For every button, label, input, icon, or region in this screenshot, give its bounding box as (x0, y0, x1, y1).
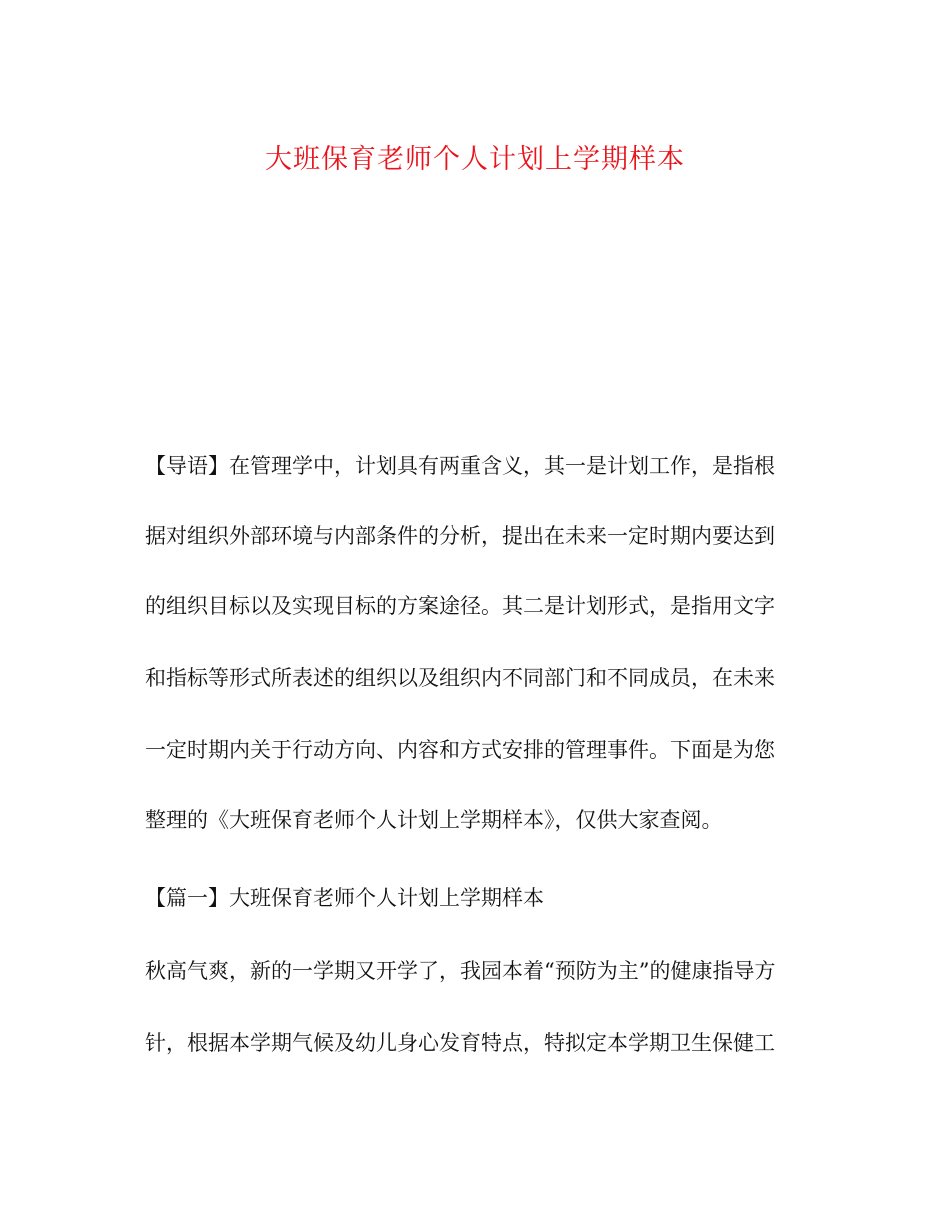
intro-line-6: 整理的《大班保育老师个人计划上学期样本》，仅供大家查阅。 (145, 808, 723, 832)
intro-line-4: 和指标等形式所表述的组织以及组织内不同部门和不同成员，在未来 (145, 666, 775, 690)
intro-line-5: 一定时期内关于行动方向、内容和方式安排的管理事件。下面是为您 (145, 738, 775, 762)
intro-line-2: 据对组织外部环境与内部条件的分析，提出在未来一定时期内要达到 (145, 524, 775, 548)
body-line-1: 秋高气爽，新的一学期又开学了，我园本着“预防为主”的健康指导方 (145, 959, 776, 983)
document-title: 大班保育老师个人计划上学期样本 (265, 144, 685, 175)
intro-line-1: 【导语】在管理学中，计划具有两重含义，其一是计划工作，是指根 (145, 454, 775, 478)
body-line-2: 针，根据本学期气候及幼儿身心发育特点，特拟定本学期卫生保健工 (145, 1031, 775, 1055)
intro-line-3: 的组织目标以及实现目标的方案途径。其二是计划形式，是指用文字 (145, 594, 775, 618)
section-heading-1: 【篇一】大班保育老师个人计划上学期样本 (145, 886, 544, 910)
